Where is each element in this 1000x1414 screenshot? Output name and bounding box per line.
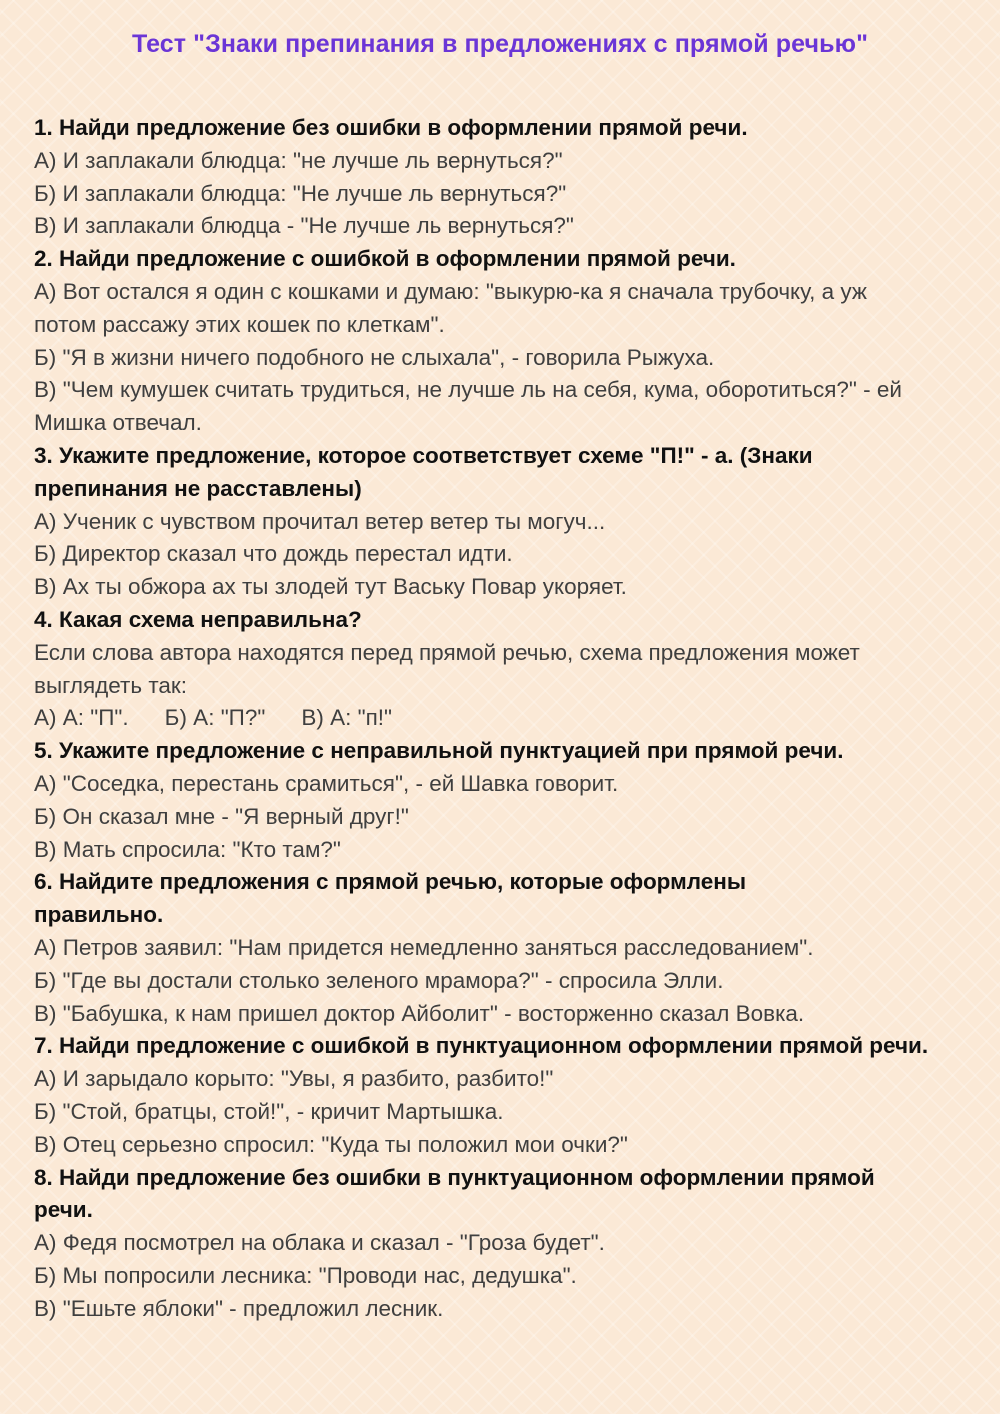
answer-option: В) Мать спросила: "Кто там?" xyxy=(34,836,341,862)
answer-option: А) И заплакали блюдца: "не лучше ль вернуться?" xyxy=(34,147,563,173)
answer-option: Б) Мы попросили лесника: "Проводи нас, дедушка". xyxy=(34,1262,577,1288)
answer-option: В) "Чем кумушек считать трудиться, не лучше ль на себя, кума, оборотиться?" - ей Мишка отвечал. xyxy=(34,377,902,436)
question-8 xyxy=(34,1162,974,1326)
question-text: 8. Найди предложение без ошибки в пунктуационном оформлении прямой речи. xyxy=(34,1164,875,1223)
question-text: 3. Укажите предложение, которое соответствует схеме "П!" - а. (Знаки препинания не расставлены) xyxy=(34,442,813,501)
answer-option: Б) Директор сказал что дождь перестал идти. xyxy=(34,541,513,567)
answer-option: В) И заплакали блюдца - "Не лучше ль вернуться?" xyxy=(34,213,574,239)
question-3 xyxy=(34,440,974,604)
question-4 xyxy=(34,604,974,735)
answer-option: А) "Соседка, перестань срамиться", - ей Шавка говорит. xyxy=(34,770,619,796)
question-7 xyxy=(34,1030,974,1161)
answer-option: А) Петров заявил: "Нам придется немедленно заняться расследованием". xyxy=(34,934,814,960)
answer-option: А) Ученик с чувством прочитал ветер ветер ты могуч... xyxy=(34,508,606,534)
answer-option: В) "Бабушка, к нам пришел доктор Айболит" - восторженно сказал Вовка. xyxy=(34,1000,805,1026)
question-1 xyxy=(34,112,974,243)
page-title: Тест "Знаки препинания в предложениях с прямой речью" xyxy=(131,30,869,58)
question-description: Если слова автора находятся перед прямой речью, схема предложения может выглядеть так: xyxy=(34,639,860,698)
answer-option: А) А: "П". xyxy=(34,705,129,731)
question-text: 4. Какая схема неправильна? xyxy=(34,606,362,632)
answer-option: Б) "Я в жизни ничего подобного не слыхала", - говорила Рыжуха. xyxy=(34,344,715,370)
inline-options-row xyxy=(34,702,974,735)
answer-option: А) И зарыдало корыто: "Увы, я разбито, разбито!" xyxy=(34,1066,554,1092)
answer-option: Б) А: "П?" xyxy=(164,705,266,731)
answer-option: В) "Ешьте яблоки" - предложил лесник. xyxy=(34,1295,444,1321)
question-6 xyxy=(34,866,974,1030)
answer-option: А) Федя посмотрел на облака и сказал - "Гроза будет". xyxy=(34,1230,605,1256)
test-content xyxy=(34,112,974,1325)
question-5 xyxy=(34,735,974,866)
question-2 xyxy=(34,243,974,440)
answer-option: В) А: "п!" xyxy=(301,705,393,731)
answer-option: В) Ах ты обжора ах ты злодей тут Ваську Повар укоряет. xyxy=(34,574,627,600)
question-text: 7. Найди предложение с ошибкой в пунктуационном оформлении прямой речи. xyxy=(34,1033,929,1059)
question-text: 2. Найди предложение с ошибкой в оформлении прямой речи. xyxy=(34,246,736,272)
answer-option: В) Отец серьезно спросил: "Куда ты положил мои очки?" xyxy=(34,1131,628,1157)
question-text: 1. Найди предложение без ошибки в оформлении прямой речи. xyxy=(34,115,748,140)
answer-option: Б) Он сказал мне - "Я верный друг!" xyxy=(34,803,409,829)
answer-option: Б) "Стой, братцы, стой!", - кричит Мартышка. xyxy=(34,1098,504,1124)
question-text: 5. Укажите предложение с неправильной пунктуацией при прямой речи. xyxy=(34,738,844,764)
question-text: 6. Найдите предложения с прямой речью, которые оформлены правильно. xyxy=(34,869,747,928)
answer-option: Б) И заплакали блюдца: "Не лучше ль вернуться?" xyxy=(34,180,567,206)
answer-option: Б) "Где вы достали столько зеленого мрамора?" - спросила Элли. xyxy=(34,967,724,993)
answer-option: А) Вот остался я один с кошками и думаю: "выкурю-ка я сначала трубочку, а уж потом рассажу этих кошек по клеткам". xyxy=(34,278,867,337)
